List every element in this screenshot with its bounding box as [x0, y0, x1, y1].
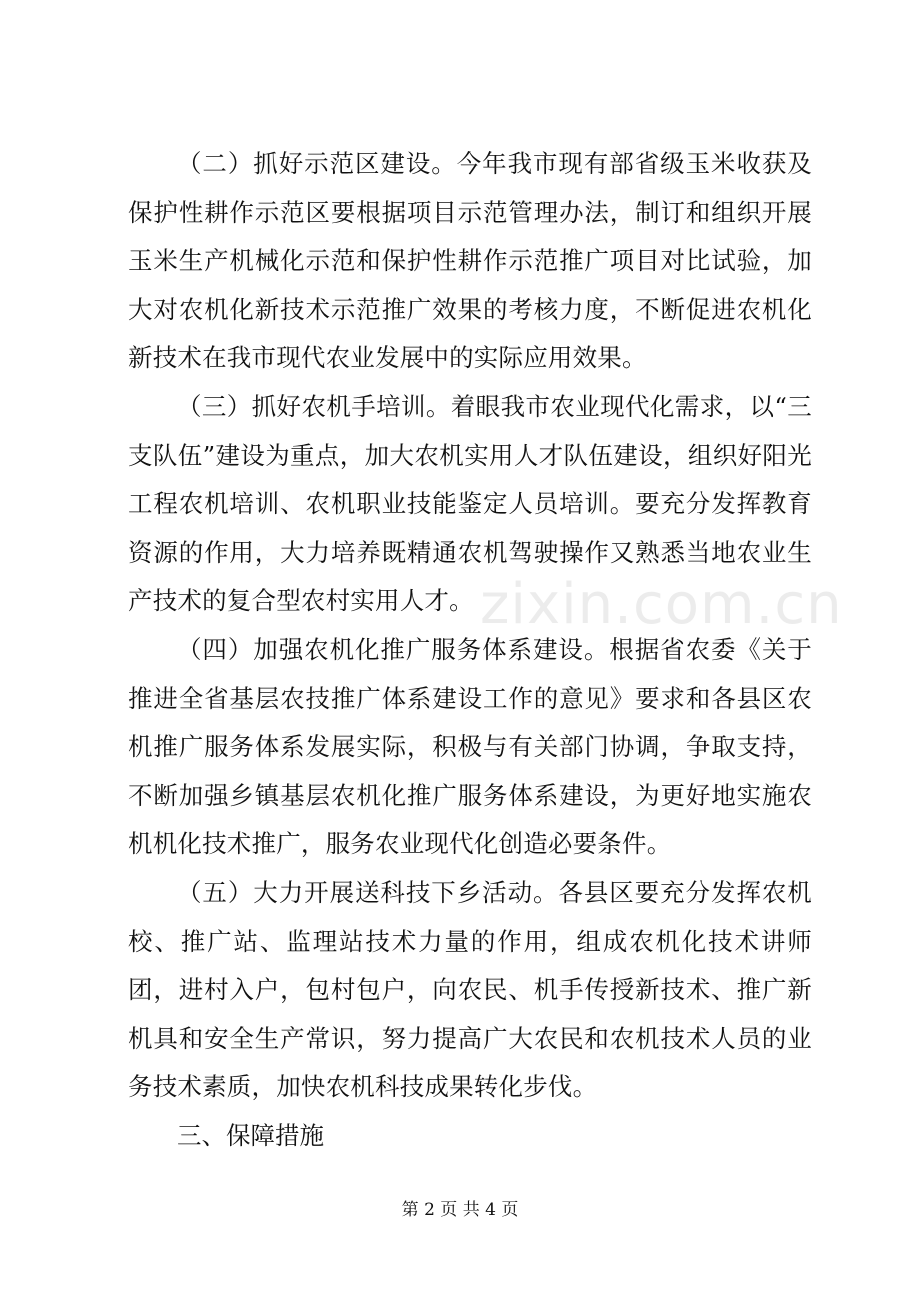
section-heading: 三、保障措施 — [177, 1120, 324, 1150]
paragraph-demo-zone: （二）抓好示范区建设。今年我市现有部省级玉米收获及保护性耕作示范区要根据项目示范管理办法，制订和组织开展玉米生产机械化示范和保护性耕作示范推广项目对比试验，加大对农机化新技术示范推广效果的考核力度，不断促进农机化新技术在我市现代农业发展中的实际应用效果。 — [128, 149, 812, 373]
paragraph-service-system: （四）加强农机化推广服务体系建设。根据省农委《关于推进全省基层农技推广体系建设工作的意见》要求和各县区农机推广服务体系发展实际，积极与有关部门协调，争取支持，不断加强乡镇基层农机化推广服务体系建设，为更好地实施农机机化技术推广，服务农业现代化创造必要条件。 — [128, 634, 812, 859]
paragraph-training: （三）抓好农机手培训。着眼我市农业现代化需求，以“三支队伍”建设为重点，加大农机实用人才队伍建设，组织好阳光工程农机培训、农机职业技能鉴定人员培训。要充分发挥教育资源的作用，大力培养既精通农机驾驶操作又熟悉当地农业生产技术的复合型农村实用人才。 — [128, 391, 812, 616]
page-footer: 第 2 页 共 4 页 — [401, 1200, 519, 1220]
paragraph-science-to-countryside: （五）大力开展送科技下乡活动。各县区要充分发挥农机校、推广站、监理站技术力量的作用，组成农机化技术讲师团，进村入户，包村包户，向农民、机手传授新技术、推广新机具和安全生产常识，努力提高广大农民和农机技术人员的业务技术素质，加快农机科技成果转化步伐。 — [128, 877, 812, 1102]
document-body — [128, 140, 812, 1160]
watermark: zixin.com.cn — [480, 572, 843, 637]
